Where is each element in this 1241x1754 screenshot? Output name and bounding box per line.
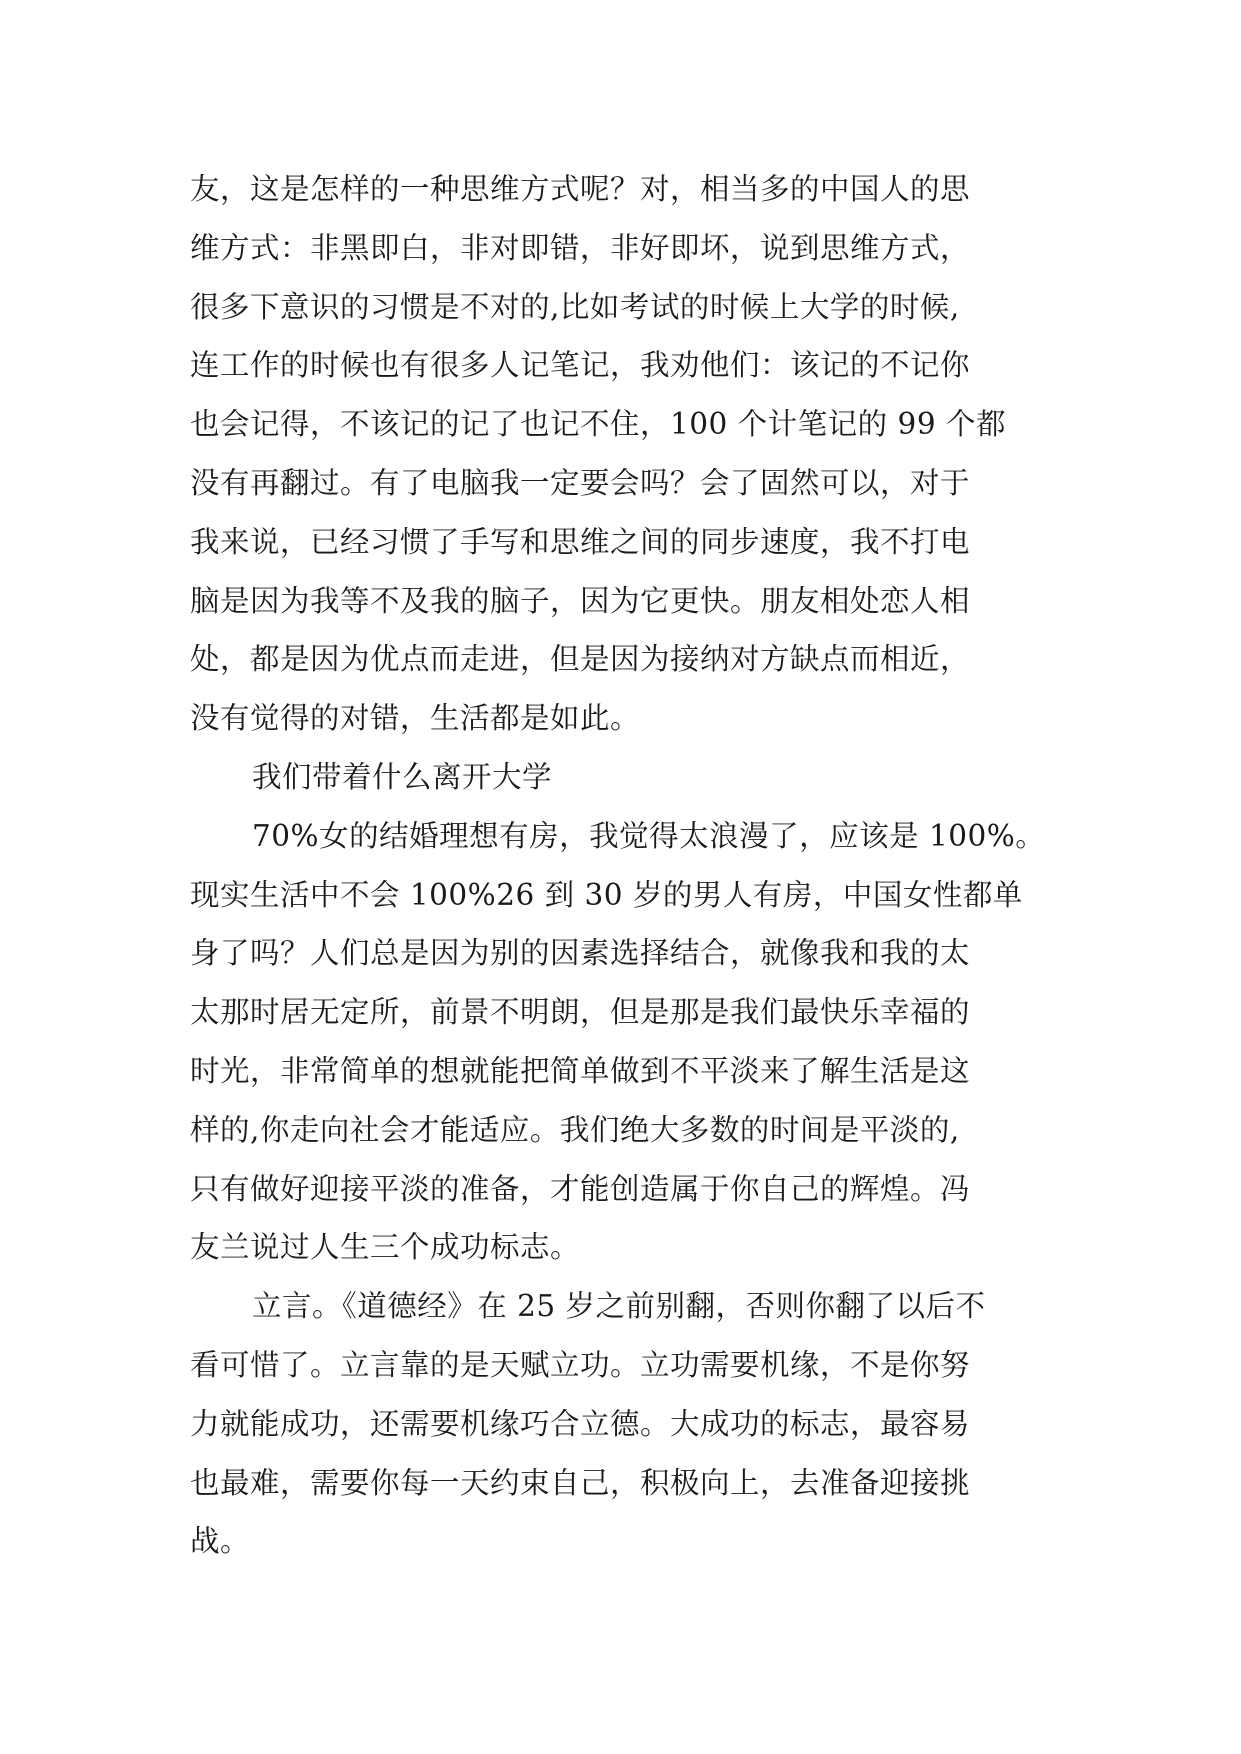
text-line: 连工作的时候也有很多人记笔记，我劝他们：该记的不记你 <box>190 348 971 383</box>
text-line: 很多下意识的习惯是不对的,比如考试的时候上大学的时候, <box>190 289 960 324</box>
text-line: 也会记得，不该记的记了也记不住，100 个计笔记的 99 个都 <box>190 407 1006 442</box>
text-line: 身了吗？人们总是因为别的因素选择结合，就像我和我的太 <box>190 936 971 971</box>
text-line: 太那时居无定所，前景不明朗，但是那是我们最快乐幸福的 <box>190 995 971 1030</box>
text-line: 没有再翻过。有了电脑我一定要会吗？会了固然可以，对于 <box>190 465 971 500</box>
text-line: 时光，非常简单的想就能把简单做到不平淡来了解生活是这 <box>190 1053 971 1088</box>
text-line: 维方式：非黑即白，非对即错，非好即坏，说到思维方式， <box>190 230 971 265</box>
document-body <box>190 160 1060 1571</box>
text-line: 战。 <box>190 1524 251 1559</box>
text-line: 没有觉得的对错，生活都是如此。 <box>190 701 641 736</box>
text-line: 立言。《道德经》在 25 岁之前别翻，否则你翻了以后不 <box>252 1289 986 1324</box>
text-line: 我来说，已经习惯了手写和思维之间的同步速度，我不打电 <box>190 524 971 559</box>
text-line: 脑是因为我等不及我的脑子，因为它更快。朋友相处恋人相 <box>190 583 971 618</box>
text-line: 友兰说过人生三个成功标志。 <box>190 1230 581 1265</box>
text-line: 力就能成功，还需要机缘巧合立德。大成功的标志，最容易 <box>190 1406 971 1441</box>
text-line: 我们带着什么离开大学 <box>252 759 553 794</box>
text-line: 70%女的结婚理想有房，我觉得太浪漫了，应该是 100%。 <box>252 818 1046 853</box>
text-line: 也最难，需要你每一天约束自己，积极向上，去准备迎接挑 <box>190 1465 971 1500</box>
text-line: 现实生活中不会 100%26 到 30 岁的男人有房，中国女性都单 <box>190 877 1023 912</box>
text-line: 看可惜了。立言靠的是天赋立功。立功需要机缘，不是你努 <box>190 1347 971 1382</box>
text-line: 处，都是因为优点而走进，但是因为接纳对方缺点而相近， <box>190 642 971 677</box>
text-line: 只有做好迎接平淡的准备，才能创造属于你自己的辉煌。冯 <box>190 1171 971 1206</box>
text-line: 样的,你走向社会才能适应。我们绝大多数的时间是平淡的, <box>190 1112 960 1147</box>
text-line: 友，这是怎样的一种思维方式呢？对，相当多的中国人的思 <box>190 172 971 206</box>
